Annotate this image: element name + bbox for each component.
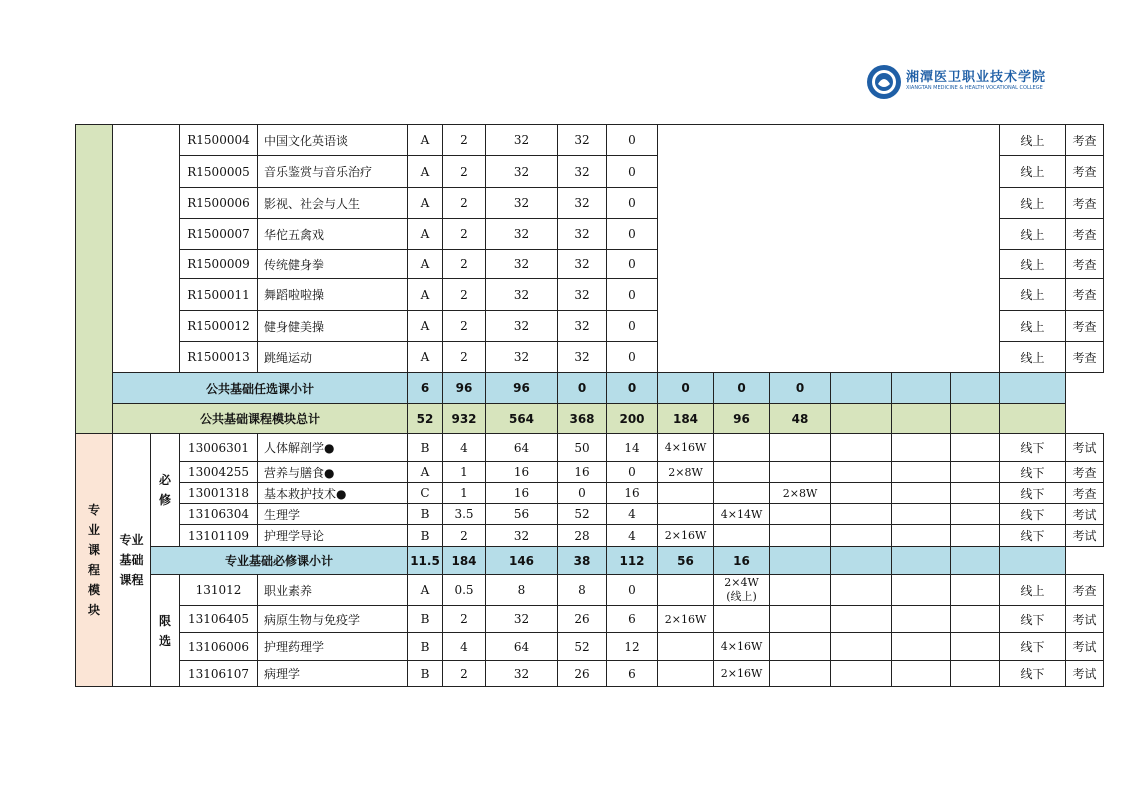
theory-hours: 16 bbox=[558, 462, 607, 483]
theory-hours: 28 bbox=[558, 525, 607, 547]
required-course-row bbox=[76, 504, 1104, 525]
semester-2 bbox=[714, 462, 770, 483]
semester-6 bbox=[951, 633, 1000, 661]
summary-semester-4: 0 bbox=[770, 373, 831, 404]
module-cell-professional-char: 业 bbox=[87, 523, 100, 537]
summary-blank bbox=[1000, 404, 1066, 434]
module-cell-professional-char: 课 bbox=[87, 543, 100, 557]
course-hours: 64 bbox=[486, 434, 558, 462]
semester-3 bbox=[770, 633, 831, 661]
semester-4 bbox=[831, 575, 892, 606]
summary-blank bbox=[831, 373, 892, 404]
semester-6 bbox=[951, 606, 1000, 633]
theory-hours: 32 bbox=[558, 250, 607, 279]
teaching-mode: 线上 bbox=[1000, 125, 1066, 156]
course-hours: 32 bbox=[486, 250, 558, 279]
summary-credit: 6 bbox=[408, 373, 443, 404]
summary-theory: 564 bbox=[486, 404, 558, 434]
theory-hours: 26 bbox=[558, 661, 607, 687]
summary-semester-2: 184 bbox=[658, 404, 714, 434]
summary-blank bbox=[1000, 547, 1066, 575]
semester-1: 2×16W bbox=[658, 525, 714, 547]
summary-practice: 368 bbox=[558, 404, 607, 434]
practice-hours: 0 bbox=[607, 279, 658, 311]
semester-5 bbox=[892, 434, 951, 462]
semester-5 bbox=[892, 483, 951, 504]
module-cell-professional-char: 块 bbox=[87, 603, 100, 617]
college-name-en: XIANGTAN MEDICINE & HEALTH VOCATIONAL COLLEGE bbox=[906, 85, 1043, 91]
summary-semester-3: 96 bbox=[714, 404, 770, 434]
course-credit: 2 bbox=[443, 219, 486, 250]
course-credit: 2 bbox=[443, 188, 486, 219]
semester-4 bbox=[831, 661, 892, 687]
course-hours: 32 bbox=[486, 311, 558, 342]
semester-hours-blank bbox=[658, 125, 1000, 373]
course-hours: 32 bbox=[486, 156, 558, 188]
practice-hours: 0 bbox=[607, 342, 658, 373]
semester-4 bbox=[831, 606, 892, 633]
course-hours: 56 bbox=[486, 504, 558, 525]
course-hours: 8 bbox=[486, 575, 558, 606]
category-cell-professional-basic-char: 课程 bbox=[119, 573, 144, 587]
course-credit: 2 bbox=[443, 250, 486, 279]
semester-2: 4×14W bbox=[714, 504, 770, 525]
summary-blank bbox=[1000, 373, 1066, 404]
practice-hours: 0 bbox=[607, 219, 658, 250]
course-hours: 16 bbox=[486, 462, 558, 483]
semester-4 bbox=[831, 504, 892, 525]
required-label-cell-char: 修 bbox=[158, 493, 171, 507]
teaching-mode: 线下 bbox=[1000, 633, 1066, 661]
semester-3 bbox=[770, 525, 831, 547]
course-type: A bbox=[408, 219, 443, 250]
summary-semester-1: 200 bbox=[607, 404, 658, 434]
assessment-type: 考查 bbox=[1066, 188, 1104, 219]
summary-credit: 11.5 bbox=[408, 547, 443, 575]
semester-1 bbox=[658, 504, 714, 525]
course-code: 13006301 bbox=[180, 434, 258, 462]
summary-blank bbox=[831, 547, 892, 575]
course-name: 舞蹈啦啦操 bbox=[258, 279, 408, 311]
assessment-type: 考试 bbox=[1066, 434, 1104, 462]
limited-course-row bbox=[76, 606, 1104, 633]
limited-course-row bbox=[76, 633, 1104, 661]
required-course-row bbox=[76, 525, 1104, 547]
course-type: A bbox=[408, 279, 443, 311]
summary-semester-2: 56 bbox=[658, 547, 714, 575]
teaching-mode: 线下 bbox=[1000, 504, 1066, 525]
course-credit: 1 bbox=[443, 462, 486, 483]
semester-5 bbox=[892, 633, 951, 661]
summary-practice: 38 bbox=[558, 547, 607, 575]
teaching-mode: 线下 bbox=[1000, 462, 1066, 483]
course-code: R1500012 bbox=[180, 311, 258, 342]
course-type: B bbox=[408, 661, 443, 687]
summary-semester-1: 112 bbox=[607, 547, 658, 575]
practice-hours: 0 bbox=[607, 462, 658, 483]
practice-hours: 14 bbox=[607, 434, 658, 462]
semester-2 bbox=[714, 525, 770, 547]
semester-3 bbox=[770, 434, 831, 462]
semester-2: 4×16W bbox=[714, 633, 770, 661]
course-code: R1500013 bbox=[180, 342, 258, 373]
semester-5 bbox=[892, 462, 951, 483]
course-type: A bbox=[408, 575, 443, 606]
course-code: R1500011 bbox=[180, 279, 258, 311]
teaching-mode: 线上 bbox=[1000, 575, 1066, 606]
summary-theory: 146 bbox=[486, 547, 558, 575]
module-cell-public bbox=[76, 125, 113, 434]
practice-hours: 6 bbox=[607, 661, 658, 687]
summary-practice: 0 bbox=[558, 373, 607, 404]
teaching-mode: 线上 bbox=[1000, 311, 1066, 342]
summary-hours: 184 bbox=[443, 547, 486, 575]
limited-course-row bbox=[76, 575, 1104, 606]
course-code: R1500009 bbox=[180, 250, 258, 279]
theory-hours: 32 bbox=[558, 279, 607, 311]
course-code: 13106107 bbox=[180, 661, 258, 687]
course-name: 传统健身拳 bbox=[258, 250, 408, 279]
summary-semester-3: 0 bbox=[714, 373, 770, 404]
semester-1 bbox=[658, 661, 714, 687]
course-hours: 32 bbox=[486, 342, 558, 373]
summary-blank bbox=[951, 373, 1000, 404]
course-type: B bbox=[408, 434, 443, 462]
course-hours: 32 bbox=[486, 525, 558, 547]
assessment-type: 考试 bbox=[1066, 661, 1104, 687]
semester-1: 2×16W bbox=[658, 606, 714, 633]
module-cell-professional-char: 专 bbox=[87, 503, 100, 517]
course-credit: 3.5 bbox=[443, 504, 486, 525]
teaching-mode: 线上 bbox=[1000, 219, 1066, 250]
course-hours: 64 bbox=[486, 633, 558, 661]
semester-4 bbox=[831, 633, 892, 661]
module-cell-professional-char: 模 bbox=[87, 583, 100, 597]
theory-hours: 32 bbox=[558, 219, 607, 250]
assessment-type: 考试 bbox=[1066, 525, 1104, 547]
module-cell-professional-char: 程 bbox=[87, 563, 100, 577]
assessment-type: 考试 bbox=[1066, 504, 1104, 525]
course-type: A bbox=[408, 125, 443, 156]
teaching-mode: 线上 bbox=[1000, 250, 1066, 279]
summary-semester-4: 48 bbox=[770, 404, 831, 434]
course-name: 跳绳运动 bbox=[258, 342, 408, 373]
course-name: 病理学 bbox=[258, 661, 408, 687]
semester-4 bbox=[831, 525, 892, 547]
assessment-type: 考查 bbox=[1066, 279, 1104, 311]
course-code: 13004255 bbox=[180, 462, 258, 483]
limited-label-cell-char: 选 bbox=[158, 633, 171, 648]
summary-hours: 96 bbox=[443, 373, 486, 404]
course-type: B bbox=[408, 504, 443, 525]
required-subtotal-row bbox=[76, 547, 1104, 575]
course-code: 131012 bbox=[180, 575, 258, 606]
required-course-row bbox=[76, 434, 1104, 462]
semester-6 bbox=[951, 504, 1000, 525]
semester-5 bbox=[892, 504, 951, 525]
module-cell-professional bbox=[76, 434, 113, 687]
semester-6 bbox=[951, 462, 1000, 483]
summary-hours: 932 bbox=[443, 404, 486, 434]
course-code: 13106006 bbox=[180, 633, 258, 661]
course-hours: 32 bbox=[486, 219, 558, 250]
practice-hours: 6 bbox=[607, 606, 658, 633]
semester-3: 2×8W bbox=[770, 483, 831, 504]
course-type: A bbox=[408, 156, 443, 188]
theory-hours: 32 bbox=[558, 311, 607, 342]
semester-2 bbox=[714, 606, 770, 633]
category-cell-elective bbox=[113, 125, 180, 373]
course-name: 护理学导论 bbox=[258, 525, 408, 547]
summary-credit: 52 bbox=[408, 404, 443, 434]
teaching-mode: 线下 bbox=[1000, 434, 1066, 462]
assessment-type: 考试 bbox=[1066, 606, 1104, 633]
limited-course-row bbox=[76, 661, 1104, 687]
semester-5 bbox=[892, 661, 951, 687]
teaching-mode: 线上 bbox=[1000, 342, 1066, 373]
course-type: B bbox=[408, 525, 443, 547]
course-credit: 4 bbox=[443, 633, 486, 661]
semester-1: 4×16W bbox=[658, 434, 714, 462]
course-name: 基本救护技术● bbox=[258, 483, 408, 504]
course-type: A bbox=[408, 342, 443, 373]
category-cell-professional-basic bbox=[113, 434, 151, 687]
practice-hours: 0 bbox=[607, 188, 658, 219]
course-hours: 16 bbox=[486, 483, 558, 504]
assessment-type: 考查 bbox=[1066, 311, 1104, 342]
course-credit: 2 bbox=[443, 525, 486, 547]
semester-4 bbox=[831, 434, 892, 462]
elective-subtotal-row bbox=[76, 373, 1104, 404]
summary-semester-2: 0 bbox=[658, 373, 714, 404]
theory-hours: 32 bbox=[558, 342, 607, 373]
course-name: 影视、社会与人生 bbox=[258, 188, 408, 219]
semester-1 bbox=[658, 483, 714, 504]
elective-course-row bbox=[76, 125, 1104, 156]
course-type: B bbox=[408, 633, 443, 661]
course-name: 音乐鉴赏与音乐治疗 bbox=[258, 156, 408, 188]
course-credit: 2 bbox=[443, 279, 486, 311]
semester-3 bbox=[770, 606, 831, 633]
theory-hours: 32 bbox=[558, 125, 607, 156]
summary-blank bbox=[892, 373, 951, 404]
category-cell-professional-basic-char: 专业 bbox=[119, 533, 144, 547]
required-label-cell bbox=[151, 434, 180, 547]
assessment-type: 考查 bbox=[1066, 575, 1104, 606]
theory-hours: 52 bbox=[558, 504, 607, 525]
course-credit: 1 bbox=[443, 483, 486, 504]
theory-hours: 8 bbox=[558, 575, 607, 606]
theory-hours: 32 bbox=[558, 188, 607, 219]
course-type: A bbox=[408, 188, 443, 219]
course-credit: 2 bbox=[443, 606, 486, 633]
course-code: R1500004 bbox=[180, 125, 258, 156]
course-credit: 2 bbox=[443, 311, 486, 342]
category-cell-professional-basic-char: 基础 bbox=[119, 553, 144, 567]
summary-blank bbox=[951, 547, 1000, 575]
teaching-mode: 线下 bbox=[1000, 483, 1066, 504]
semester-3 bbox=[770, 661, 831, 687]
required-course-row bbox=[76, 483, 1104, 504]
summary-label: 公共基础课程模块总计 bbox=[113, 404, 408, 434]
college-logo bbox=[866, 64, 1047, 102]
course-name: 健身健美操 bbox=[258, 311, 408, 342]
practice-hours: 4 bbox=[607, 504, 658, 525]
course-credit: 2 bbox=[443, 156, 486, 188]
course-name: 营养与膳食● bbox=[258, 462, 408, 483]
teaching-mode: 线上 bbox=[1000, 188, 1066, 219]
teaching-mode: 线下 bbox=[1000, 661, 1066, 687]
assessment-type: 考查 bbox=[1066, 125, 1104, 156]
semester-2 bbox=[714, 483, 770, 504]
practice-hours: 0 bbox=[607, 156, 658, 188]
required-course-row bbox=[76, 462, 1104, 483]
summary-blank bbox=[831, 404, 892, 434]
course-code: 13106405 bbox=[180, 606, 258, 633]
summary-blank bbox=[770, 547, 831, 575]
assessment-type: 考查 bbox=[1066, 250, 1104, 279]
course-type: A bbox=[408, 462, 443, 483]
practice-hours: 0 bbox=[607, 575, 658, 606]
summary-semester-3: 16 bbox=[714, 547, 770, 575]
college-emblem-icon bbox=[866, 64, 902, 100]
course-credit: 2 bbox=[443, 661, 486, 687]
semester-5 bbox=[892, 575, 951, 606]
course-credit: 4 bbox=[443, 434, 486, 462]
practice-hours: 16 bbox=[607, 483, 658, 504]
practice-hours: 0 bbox=[607, 250, 658, 279]
practice-hours: 0 bbox=[607, 311, 658, 342]
assessment-type: 考查 bbox=[1066, 342, 1104, 373]
semester-1 bbox=[658, 575, 714, 606]
course-hours: 32 bbox=[486, 661, 558, 687]
summary-label: 专业基础必修课小计 bbox=[151, 547, 408, 575]
assessment-type: 考查 bbox=[1066, 462, 1104, 483]
semester-2 bbox=[714, 434, 770, 462]
semester-5 bbox=[892, 606, 951, 633]
course-hours: 32 bbox=[486, 606, 558, 633]
practice-hours: 0 bbox=[607, 125, 658, 156]
course-code: 13101109 bbox=[180, 525, 258, 547]
course-code: R1500007 bbox=[180, 219, 258, 250]
semester-6 bbox=[951, 575, 1000, 606]
semester-6 bbox=[951, 525, 1000, 547]
course-type: C bbox=[408, 483, 443, 504]
assessment-type: 考查 bbox=[1066, 219, 1104, 250]
teaching-mode: 线上 bbox=[1000, 156, 1066, 188]
theory-hours: 50 bbox=[558, 434, 607, 462]
curriculum-table-body bbox=[76, 125, 1104, 687]
theory-hours: 26 bbox=[558, 606, 607, 633]
semester-1: 2×8W bbox=[658, 462, 714, 483]
semester-3 bbox=[770, 575, 831, 606]
semester-4 bbox=[831, 483, 892, 504]
public-total-row bbox=[76, 404, 1104, 434]
theory-hours: 0 bbox=[558, 483, 607, 504]
summary-semester-1: 0 bbox=[607, 373, 658, 404]
course-type: A bbox=[408, 311, 443, 342]
course-credit: 2 bbox=[443, 342, 486, 373]
course-code: R1500005 bbox=[180, 156, 258, 188]
semester-2: 2×16W bbox=[714, 661, 770, 687]
college-name-cn: 湘潭医卫职业技术学院 bbox=[906, 70, 1047, 85]
course-hours: 32 bbox=[486, 125, 558, 156]
assessment-type: 考查 bbox=[1066, 483, 1104, 504]
teaching-mode: 线下 bbox=[1000, 606, 1066, 633]
course-name: 中国文化英语谈 bbox=[258, 125, 408, 156]
teaching-mode: 线下 bbox=[1000, 525, 1066, 547]
semester-6 bbox=[951, 661, 1000, 687]
summary-theory: 96 bbox=[486, 373, 558, 404]
practice-hours: 4 bbox=[607, 525, 658, 547]
course-type: A bbox=[408, 250, 443, 279]
semester-3 bbox=[770, 504, 831, 525]
summary-blank bbox=[951, 404, 1000, 434]
summary-label: 公共基础任选课小计 bbox=[113, 373, 408, 404]
course-name: 华佗五禽戏 bbox=[258, 219, 408, 250]
course-name: 职业素养 bbox=[258, 575, 408, 606]
semester-3 bbox=[770, 462, 831, 483]
curriculum-table bbox=[75, 124, 1104, 687]
summary-blank bbox=[892, 547, 951, 575]
course-name: 生理学 bbox=[258, 504, 408, 525]
course-credit: 2 bbox=[443, 125, 486, 156]
course-name: 病原生物与免疫学 bbox=[258, 606, 408, 633]
assessment-type: 考查 bbox=[1066, 156, 1104, 188]
course-code: R1500006 bbox=[180, 188, 258, 219]
course-type: B bbox=[408, 606, 443, 633]
assessment-type: 考试 bbox=[1066, 633, 1104, 661]
teaching-mode: 线上 bbox=[1000, 279, 1066, 311]
course-hours: 32 bbox=[486, 279, 558, 311]
summary-blank bbox=[892, 404, 951, 434]
limited-label-cell bbox=[151, 575, 180, 687]
semester-1 bbox=[658, 633, 714, 661]
theory-hours: 32 bbox=[558, 156, 607, 188]
theory-hours: 52 bbox=[558, 633, 607, 661]
limited-label-cell-char: 限 bbox=[158, 613, 171, 628]
required-label-cell-char: 必 bbox=[158, 473, 171, 487]
course-credit: 0.5 bbox=[443, 575, 486, 606]
practice-hours: 12 bbox=[607, 633, 658, 661]
semester-6 bbox=[951, 434, 1000, 462]
semester-5 bbox=[892, 525, 951, 547]
semester-2: 2×4W (线上) bbox=[714, 575, 770, 606]
course-name: 护理药理学 bbox=[258, 633, 408, 661]
course-code: 13106304 bbox=[180, 504, 258, 525]
course-hours: 32 bbox=[486, 188, 558, 219]
course-code: 13001318 bbox=[180, 483, 258, 504]
semester-6 bbox=[951, 483, 1000, 504]
semester-4 bbox=[831, 462, 892, 483]
course-name: 人体解剖学● bbox=[258, 434, 408, 462]
